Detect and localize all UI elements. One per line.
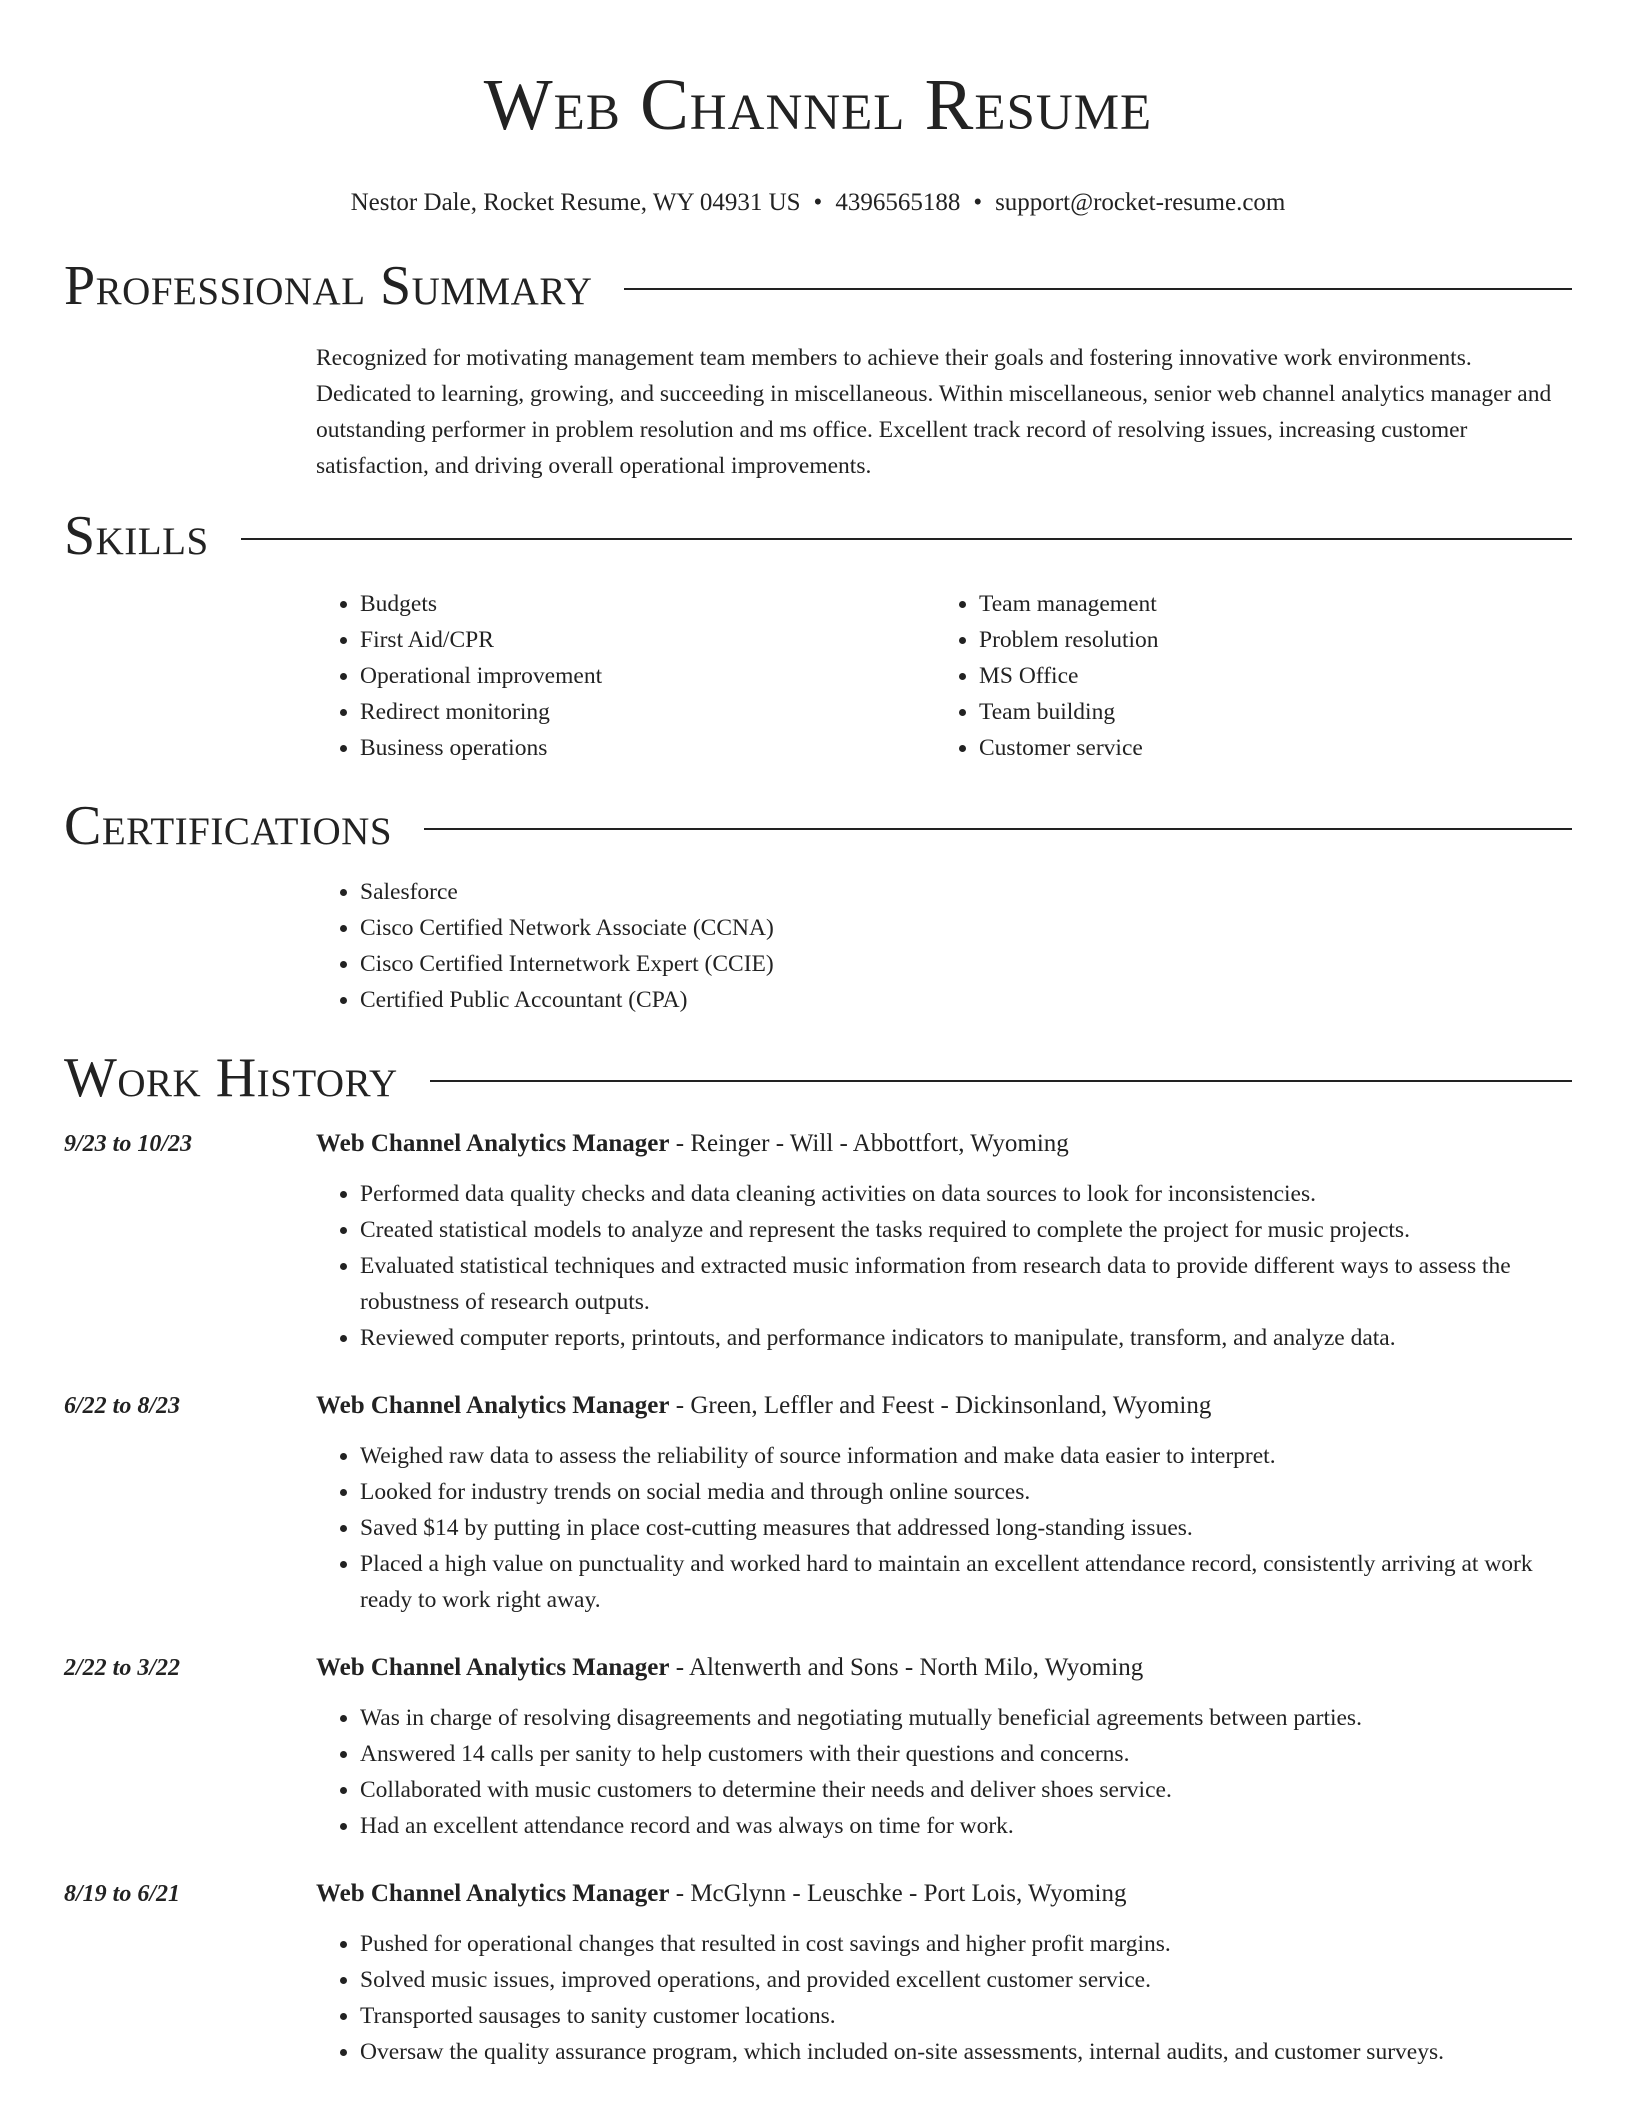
summary-section-header (64, 252, 1572, 320)
job-dates: 8/19 to 6/21 (64, 1881, 181, 1907)
skill-item: • Redirect monitoring (360, 694, 935, 730)
skills-column-left (316, 586, 935, 766)
job-title: Web Channel Analytics Manager (316, 1130, 670, 1157)
job-heading (316, 1388, 1572, 1424)
contact-line (64, 188, 1572, 218)
skill-item: • Team building (979, 694, 1554, 730)
job-heading (316, 1650, 1572, 1686)
job-duty: • Oversaw the quality assurance program, which included on-site assessments, internal audits, and customer surveys. (360, 2034, 1572, 2070)
skill-item: • MS Office (979, 658, 1554, 694)
job-duty: • Created statistical models to analyze and represent the tasks required to complete the project for music projects. (360, 1212, 1572, 1248)
job-duty: • Performed data quality checks and data cleaning activities on data sources to look for inconsistencies. (360, 1176, 1572, 1212)
work-history-section-header (64, 1044, 1572, 1112)
skill-item: • First Aid/CPR (360, 622, 935, 658)
contact-phone: 4396565188 (835, 189, 961, 216)
job-heading (316, 1126, 1572, 1162)
certification-item: • Salesforce (360, 874, 1572, 910)
summary-text: Recognized for motivating management team members to achieve their goals and fostering innovative work environments. Dedicated to learning, growing, and succeeding in miscellaneous. Within miscellaneous, senior web channel analytics manager and outstanding performer in problem resolution and ms office. Excellent track record of resolving issues, increasing customer satisfaction, and driving overall operational improvements. (316, 345, 1552, 479)
job-duties (316, 1700, 1572, 1844)
job-duties (316, 1176, 1572, 1356)
work-history-heading: Work History (64, 1047, 398, 1109)
job-duty: • Was in charge of resolving disagreements and negotiating mutually beneficial agreements between parties. (360, 1700, 1572, 1736)
certification-item: • Certified Public Accountant (CPA) (360, 982, 1572, 1018)
certification-item: • Cisco Certified Internetwork Expert (CCIE) (360, 946, 1572, 982)
skills-section-header (64, 502, 1572, 570)
job-title: Web Channel Analytics Manager (316, 1654, 670, 1681)
job-entry (64, 1388, 1572, 1618)
certifications-list (316, 874, 1572, 1018)
skills-list (316, 586, 1572, 766)
skills-column-right (935, 586, 1554, 766)
skill-item: • Budgets (360, 586, 935, 622)
job-duties (316, 1438, 1572, 1618)
skill-item: • Team management (979, 586, 1554, 622)
section-divider (430, 1080, 1572, 1082)
job-duty: • Solved music issues, improved operations, and provided excellent customer service. (360, 1962, 1572, 1998)
job-duty: • Weighed raw data to assess the reliability of source information and make data easier to interpret. (360, 1438, 1572, 1474)
job-title: Web Channel Analytics Manager (316, 1392, 670, 1419)
job-title: Web Channel Analytics Manager (316, 1880, 670, 1907)
job-duty: • Pushed for operational changes that resulted in cost savings and higher profit margins. (360, 1926, 1572, 1962)
section-divider (241, 538, 1572, 540)
certifications-heading: Certifications (64, 795, 393, 857)
job-dates: 6/22 to 8/23 (64, 1393, 181, 1419)
job-company: - Altenwerth and Sons - North Milo, Wyoming (669, 1654, 1144, 1681)
contact-email: support@rocket-resume.com (995, 189, 1286, 216)
contact-separator: • (813, 189, 823, 216)
job-duty: • Transported sausages to sanity customer locations. (360, 1998, 1572, 2034)
summary-heading: Professional Summary (64, 255, 593, 317)
skill-item: • Operational improvement (360, 658, 935, 694)
section-divider (624, 288, 1572, 290)
job-entry (64, 1650, 1572, 1844)
job-entry (64, 1876, 1572, 2070)
job-dates: 9/23 to 10/23 (64, 1131, 193, 1157)
skills-heading: Skills (64, 505, 209, 567)
job-company: - Green, Leffler and Feest - Dickinsonland, Wyoming (669, 1392, 1212, 1419)
section-divider (424, 828, 1572, 830)
job-duty: • Collaborated with music customers to determine their needs and deliver shoes service. (360, 1772, 1572, 1808)
job-duty: • Placed a high value on punctuality and worked hard to maintain an excellent attendance record, consistently arriving at work ready to work right away. (360, 1546, 1572, 1618)
job-duty: • Had an excellent attendance record and was always on time for work. (360, 1808, 1572, 1844)
contact-separator: • (973, 189, 983, 216)
contact-address: Nestor Dale, Rocket Resume, WY 04931 US (350, 189, 801, 216)
resume-title: Web Channel Resume (483, 64, 1153, 145)
job-duty: • Reviewed computer reports, printouts, and performance indicators to manipulate, transform, and analyze data. (360, 1320, 1572, 1356)
certification-item: • Cisco Certified Network Associate (CCNA) (360, 910, 1572, 946)
certifications-section-header (64, 792, 1572, 860)
job-heading (316, 1876, 1572, 1912)
job-company: - Reinger - Will - Abbottfort, Wyoming (669, 1130, 1069, 1157)
job-entry (64, 1126, 1572, 1356)
job-duties (316, 1926, 1572, 2070)
job-company: - McGlynn - Leuschke - Port Lois, Wyoming (669, 1880, 1127, 1907)
skill-item: • Problem resolution (979, 622, 1554, 658)
job-duty: • Answered 14 calls per sanity to help customers with their questions and concerns. (360, 1736, 1572, 1772)
skill-item: • Customer service (979, 730, 1554, 766)
job-dates: 2/22 to 3/22 (64, 1655, 181, 1681)
job-duty: • Looked for industry trends on social media and through online sources. (360, 1474, 1572, 1510)
skill-item: • Business operations (360, 730, 935, 766)
job-duty: • Evaluated statistical techniques and extracted music information from research data to provide different ways to assess the robustness of research outputs. (360, 1248, 1572, 1320)
resume-page (64, 0, 1572, 2070)
job-duty: • Saved $14 by putting in place cost-cutting measures that addressed long-standing issues. (360, 1510, 1572, 1546)
